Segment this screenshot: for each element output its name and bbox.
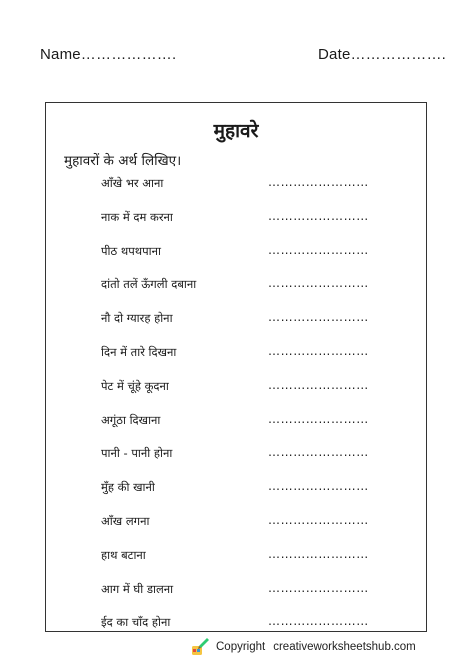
answer-blank[interactable]: ……………………	[268, 175, 369, 189]
answer-blank[interactable]: ……………………	[268, 276, 369, 291]
idiom-row	[46, 548, 426, 582]
idiom-row	[46, 277, 426, 311]
idiom-text: नौ दो ग्यारह होना	[101, 311, 173, 326]
idiom-row	[46, 244, 426, 278]
idiom-row	[46, 582, 426, 616]
idiom-row	[46, 446, 426, 480]
idiom-text: पीठ थपथपाना	[101, 243, 161, 258]
idiom-text: आँखे भर आना	[101, 176, 164, 190]
idiom-row	[46, 210, 426, 244]
date-field-label: Date……………….	[318, 46, 447, 63]
footer-site-link[interactable]: creativeworksheetshub.com	[273, 641, 416, 653]
idiom-row	[46, 345, 426, 379]
answer-blank[interactable]: ……………………	[268, 343, 369, 358]
answer-blank[interactable]: ……………………	[268, 614, 369, 629]
answer-blank[interactable]: ……………………	[268, 411, 369, 426]
idiom-text: अगूंठा दिखाना	[101, 412, 161, 427]
worksheet-instruction: मुहावरों के अर्थ लिखिए।	[64, 153, 182, 169]
idiom-row	[46, 311, 426, 345]
idiom-text: आग में घी डालना	[101, 581, 174, 596]
pencil-palette-icon	[190, 637, 210, 657]
idiom-text: हाथ बटाना	[101, 547, 146, 562]
idiom-text: नाक में दम करना	[101, 209, 173, 224]
idiom-text: ईद का चाँद होना	[101, 615, 171, 630]
idiom-row	[46, 514, 426, 548]
footer-copyright-label: Copyright	[216, 641, 266, 653]
answer-blank[interactable]: ……………………	[268, 377, 369, 392]
idiom-row	[46, 379, 426, 413]
idiom-row	[46, 176, 426, 210]
idiom-list	[46, 176, 426, 649]
idiom-text: पानी - पानी होना	[101, 446, 173, 461]
answer-blank[interactable]: ……………………	[268, 479, 369, 494]
idiom-text: दांतो तलें ऊँगली दबाना	[101, 277, 197, 292]
worksheet-frame	[45, 102, 427, 632]
idiom-text: दिन में तारे दिखना	[101, 344, 177, 359]
answer-blank[interactable]: ……………………	[268, 208, 369, 223]
answer-blank[interactable]: ……………………	[268, 242, 369, 257]
answer-blank[interactable]: ……………………	[268, 580, 369, 595]
idiom-text: मुँह की खानी	[101, 480, 155, 495]
name-field-label: Name……………….	[40, 46, 177, 63]
idiom-text: पेट में चूंहे कूदना	[101, 378, 169, 393]
answer-blank[interactable]: ……………………	[268, 512, 369, 527]
answer-blank[interactable]: ……………………	[268, 310, 369, 325]
footer	[190, 636, 416, 658]
worksheet-title: मुहावरे	[213, 120, 259, 142]
answer-blank[interactable]: ……………………	[268, 445, 369, 460]
answer-blank[interactable]: ……………………	[268, 546, 369, 561]
idiom-text: आँख लगना	[101, 513, 150, 528]
idiom-row	[46, 480, 426, 514]
idiom-row	[46, 413, 426, 447]
